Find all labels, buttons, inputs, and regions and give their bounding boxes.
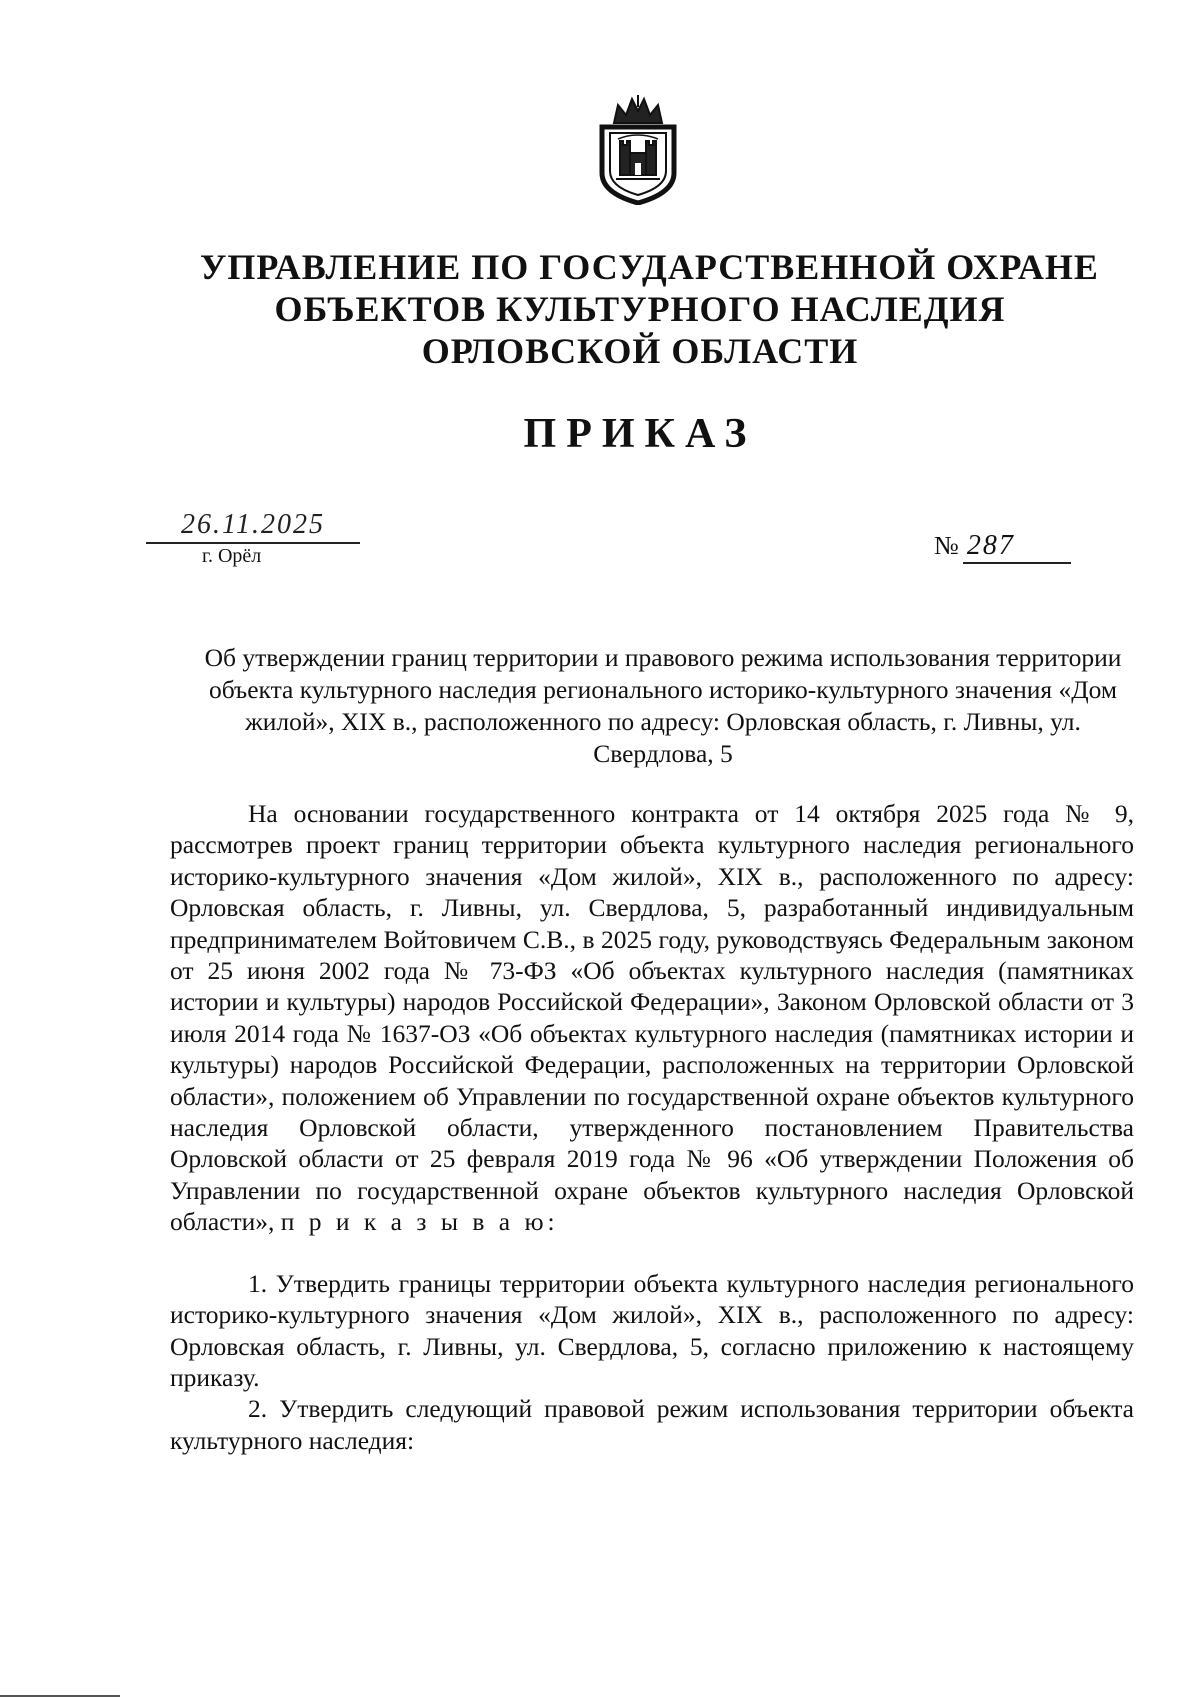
oryol-oblast-coat-of-arms-icon [596,93,680,205]
date-underline [146,542,360,544]
city-label: г. Орёл [202,545,262,567]
agency-line: ОРЛОВСКОЙ ОБЛАСТИ [421,331,859,371]
agency-line: УПРАВЛЕНИЕ ПО ГОСУДАРСТВЕННОЙ ОХРАНЕ [200,247,1099,287]
agency-line: ОБЪЕКТОВ КУЛЬТУРНОГО НАСЛЕДИЯ [274,289,1006,329]
handwritten-date: 26.11.2025 [181,509,325,540]
agency-header [200,246,1099,372]
order-item: 2. Утвердить следующий правовой режим использования территории объекта культурного наследия: [170,1394,1134,1455]
preamble-paragraph [170,798,1134,1238]
order-subject: Об утверждении границ территории и правового режима использования территории объекта культурного наследия регионального историко-культурного значения «Дом жилой», XIX в., расположенного по адресу: Орловская область, г. Ливны, ул. Свердлова, 5 [204,643,1122,768]
number-sign: № [934,531,959,560]
preamble-text: На основании государственного контракта от 14 октября 2025 года № 9, рассмотрев проект границ территории объекта культурного наследия регионального историко-культурного значения «Дом жилой», XIX в., расположенного по адресу: Орловская область, г. Ливны, ул. Свердлова, 5, разработанный индивидуальным предпринимателем Войтовичем С.В., в 2025 году, руководствуясь Федеральным законом от 25 июня 2002 года № 73-ФЗ «Об объектах культурного наследия (памятниках истории и культуры) народов Российской Федерации», Законом Орловской области от 3 июля 2014 года № 1637-ОЗ «Об объектах культурного наследия (памятниках истории и культуры) народов Российской Федерации, расположенных на территории Орловской области», положением об Управлении по государственной охране объектов культурного наследия Орловской области, утвержденного постановлением Правительства Орловской области от 25 февраля 2019 года № 96 «Об утверждении Положения об Управлении по государственной охране объектов культурного наследия Орловской области», [170,799,1134,1237]
order-body [170,798,1134,1456]
order-verb: п р и к а з ы в а ю: [280,1207,559,1237]
handwritten-order-number: 287 [963,530,1071,564]
order-number-block [934,530,1071,564]
order-item: 1. Утвердить границы территории объекта культурного наследия регионального историко-культурного значения «Дом жилой», XIX в., расположенного по адресу: Орловская область, г. Ливны, ул. Свердлова, 5, согласно приложению к настоящему приказу. [170,1268,1134,1392]
document-title: ПРИКАЗ [523,411,757,457]
date-block [146,510,360,567]
